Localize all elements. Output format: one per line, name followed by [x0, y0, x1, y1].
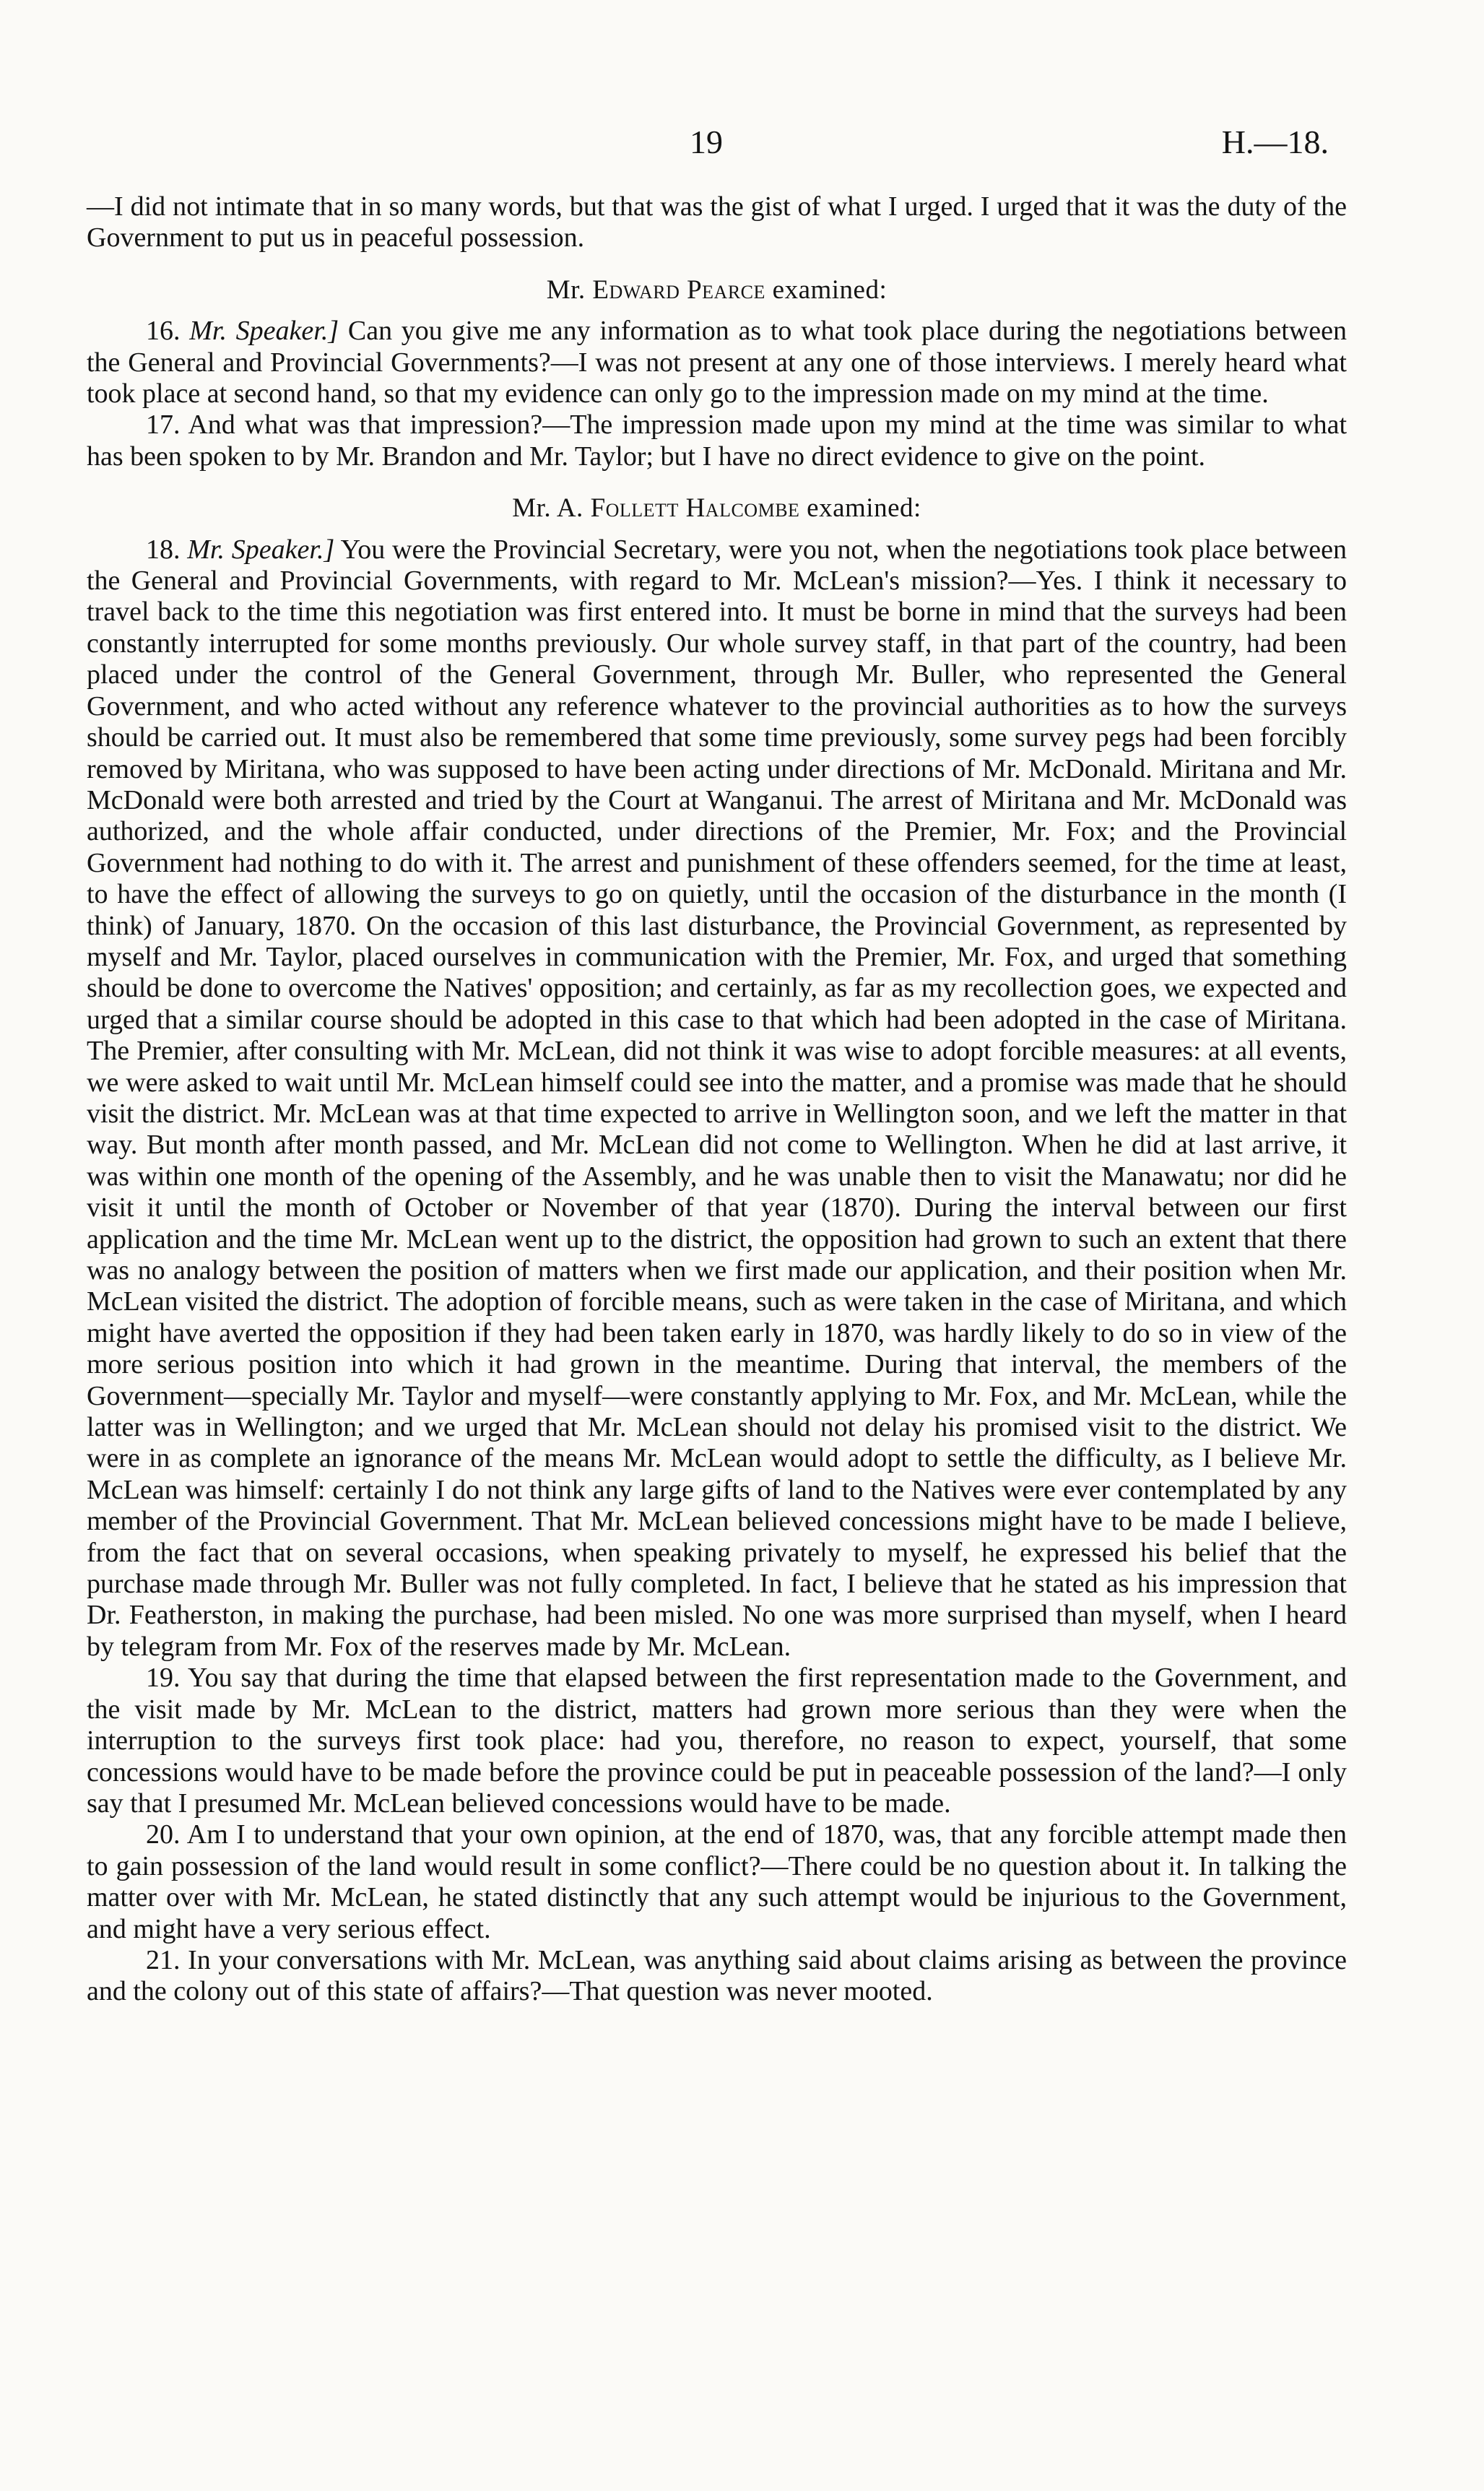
question-number: 20. — [146, 1819, 181, 1850]
question-paragraph-18 — [87, 534, 1347, 1663]
question-number: 19. — [146, 1663, 181, 1694]
page-header — [0, 123, 1484, 173]
continuation-paragraph: —I did not intimate that in so many words, but that was the gist of what I urged. I urged that it was the duty of the Government to put us in peaceful possession. — [87, 191, 1347, 254]
document-reference: H.—18. — [1221, 124, 1329, 160]
question-number: 16. — [146, 316, 181, 347]
witness-name: Edward Pearce — [592, 274, 765, 305]
witness-name: Follett Halcombe — [590, 493, 800, 524]
speaker-label: Mr. Speaker.] — [187, 534, 335, 565]
question-number: 21. — [146, 1944, 181, 1975]
question-text: Can you give me any information as to what took place during the negotiations between the General and Provincial Governments?—I was not present at any one of those interviews. I merely heard what took place at second hand, so that my evidence can only go to the impression made on my mind at the time. — [87, 316, 1348, 410]
heading-suffix: examined: — [799, 493, 921, 524]
heading-suffix: examined: — [765, 274, 888, 305]
question-number: 18. — [146, 534, 181, 565]
question-paragraph-16 — [87, 316, 1347, 410]
page-number: 19 — [690, 124, 723, 160]
question-paragraph-21 — [87, 1945, 1347, 2008]
question-text: Am I to understand that your own opinion, at the end of 1870, was, that any forcible attempt made then to gain possession of the land would result in some conflict?—There could be no question about it. In talking the matter over with Mr. McLean, he stated distinctly that any such attempt would be injurious to the Government, and might have a very serious effect. — [87, 1819, 1347, 1944]
witness-heading-pearce — [87, 274, 1347, 306]
document-body — [87, 191, 1347, 2008]
question-paragraph-19 — [87, 1663, 1347, 1819]
question-text: And what was that impression?—The impression made upon my mind at the time was similar to what has been spoken to by Mr. Brandon and Mr. Taylor; but I have no direct evidence to give on the point. — [87, 410, 1347, 472]
witness-heading-halcombe — [87, 493, 1347, 524]
question-paragraph-20 — [87, 1819, 1347, 1945]
question-text: You were the Provincial Secretary, were you not, when the negotiations took place between the General and Provincial Governments, with regard to Mr. McLean's mission?—Yes. I think it necessary to travel back to the time this negotiation was first entered into. It must be borne in mind that the surveys had been constantly interrupted for some months previously. Our whole survey staff, in that part of the country, had been placed under the control of the General Government, through Mr. Buller, who represented the General Government, and who acted without any reference whatever to the provincial authorities as to how the surveys should be carried out. It must also be remembered that some time previously, some survey pegs had been forcibly removed by Miritana, who was supposed to have been acting under directions of Mr. McDonald. Miritana and Mr. McDonald were both arrested and tried by the Court at Wanganui. The arrest of Miritana and Mr. McDonald was authorized, and the whole affair conducted, under directions of the Premier, Mr. Fox; and the Provincial Government had nothing to do with it. The arrest and punishment of these offenders seemed, for the time at least, to have the effect of allowing the surveys to go on quietly, until the occasion of the disturbance in the month (I think) of January, 1870. On the occasion of this last disturbance, the Provincial Government, as represented by myself and Mr. Taylor, placed ourselves in communication with the Premier, Mr. Fox, and urged that something should be done to overcome the Natives' opposition; and certainly, as far as my recollection goes, we expected and urged that a similar course should be adopted in this case to that which had been adopted in the case of Miritana. The Premier, after consulting with Mr. McLean, did not think it was wise to adopt forcible measures: at all events, we were asked to wait until Mr. McLean himself could see into the matter, and a promise was made that he should visit the district. Mr. McLean was at that time expected to arrive in Wellington soon, and we left the matter in that way. But month after month passed, and Mr. McLean did not come to Wellington. When he did at last arrive, it was within one month of the opening of the Assembly, and he was unable then to visit the Manawatu; nor did he visit it until the month of October or November of that year (1870). During the interval between our first application and the time Mr. McLean went up to the district, the opposition had grown to such an extent that there was no analogy between the position of matters when we first made our application, and their position when Mr. McLean visited the district. The adoption of forcible means, such as were taken in the case of Miritana, and which might have averted the opposition if they had been taken early in 1870, was hardly likely to do so in view of the more serious position into which it had grown in the meantime. During that interval, the members of the Government—specially Mr. Taylor and myself—were constantly applying to Mr. Fox, and Mr. McLean, while the latter was in Wellington; and we urged that Mr. McLean should not delay his promised visit to the district. We were in as complete an ignorance of the means Mr. McLean would adopt to settle the difficulty, as I believe Mr. McLean was himself: certainly I do not think any large gifts of land to the Natives were ever contemplated by any member of the Provincial Government. That Mr. McLean believed concessions might have to be made I believe, from the fact that on several occasions, when speaking privately to myself, he expressed his belief that the purchase made through Mr. Buller was not fully completed. In fact, I believe that he stated as his impression that Dr. Featherston, in making the purchase, had been misled. No one was more surprised than myself, when I heard by telegram from Mr. Fox of the reserves made by Mr. McLean. — [87, 534, 1348, 1662]
question-text: You say that during the time that elapsed between the first representation made to the Government, and the visit made by Mr. McLean to the district, matters had grown more serious than they were when the interruption to the surveys first took place: had you, therefore, no reason to expect, yourself, that some concessions would have to be made before the province could be put in peaceable possession of the land?—I only say that I presumed Mr. McLean believed concessions would have to be made. — [87, 1663, 1347, 1819]
question-paragraph-17 — [87, 410, 1347, 472]
speaker-label: Mr. Speaker.] — [189, 316, 339, 347]
question-text: In your conversations with Mr. McLean, was anything said about claims arising as between the province and the colony out of this state of affairs?—That question was never mooted. — [87, 1944, 1347, 2007]
heading-prefix: Mr. — [546, 274, 593, 305]
heading-prefix: Mr. A. — [512, 493, 591, 524]
question-number: 17. — [146, 410, 181, 441]
